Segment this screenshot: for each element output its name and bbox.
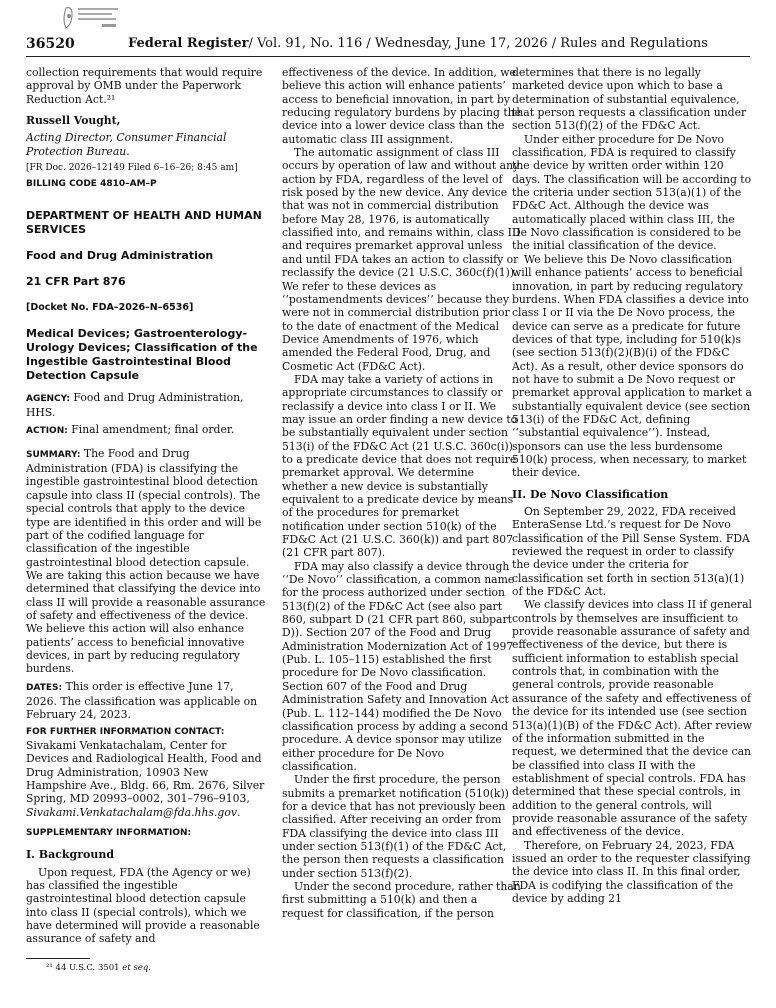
footnote-number: ²¹ bbox=[46, 962, 53, 973]
subagency-heading: Food and Drug Administration bbox=[26, 249, 214, 263]
col3-paragraph-3: We believe this De Novo classification will enhance patients’ access to beneficial innovation, in part by reducing regulatory burdens. When FDA classifies a device into class I or II via the De Novo process, the device can serve as a predicate for future devices of that type, including for 510(k)s (see section 513(f)(2)(B)(i) of the FD&C Act). As a result, other device sponsors do not have to submit a De Novo request or premarket approval application to market a substantially equivalent device (see section 513(i) of the FD&C Act, defining ‘‘substantial equivalence’’). Instead, sponsors can use the less burdensome 510(k) process, when necessary, to market their device. bbox=[512, 252, 752, 480]
header-rule bbox=[26, 56, 750, 57]
col3-paragraph-4: On September 29, 2022, FDA received EnteraSense Ltd.’s request for De Novo classification of the Pill Sense System. FDA reviewed the request in order to classify the device under the criteria for classification set forth in section 513(a)(1) of the FD&C Act. bbox=[512, 505, 750, 599]
col2-paragraph-3: FDA may take a variety of actions in appropriate circumstances to classify or reclassify a device into class I or II. We may issue an order finding a new device to be substantially equivalent under section 513(i) of the FD&C Act (21 U.S.C. 360c(i)) to a predicate device that does not require premarket approval. We determine whether a new device is substantially equivalent to a predicate device by means of the procedures for premarket notification under section 510(k) of the FD&C Act (21 U.S.C. 360(k)) and part 807 (21 CFR part 807). bbox=[282, 372, 518, 560]
column-3 bbox=[512, 66, 752, 1004]
running-header bbox=[26, 34, 750, 54]
contact-label: FOR FURTHER INFORMATION CONTACT: bbox=[26, 726, 225, 737]
agency-heading: DEPARTMENT OF HEALTH AND HUMAN SERVICES bbox=[26, 209, 262, 237]
supplementary-label: SUPPLEMENTARY INFORMATION: bbox=[26, 828, 192, 839]
action-label: ACTION: bbox=[26, 426, 68, 437]
col2-paragraph-1: effectiveness of the device. In addition, we believe this action will enhance patients’ access to beneficial innovation, in part by reducing regulatory burdens by placing the device into a lower device class than the automatic class III assignment. bbox=[282, 66, 522, 146]
col2-paragraph-6: Under the second procedure, rather than first submitting a 510(k) and then a request for classification, if the person bbox=[282, 879, 521, 920]
page-number: 36520 bbox=[26, 36, 75, 52]
action-line bbox=[26, 423, 266, 438]
summary-label: SUMMARY: bbox=[26, 449, 81, 460]
gpo-authentication-seal-icon bbox=[62, 4, 122, 32]
background-heading: I. Background bbox=[26, 848, 115, 862]
footnote-et-seq: et seq. bbox=[122, 962, 151, 973]
contact-end: . bbox=[236, 805, 241, 819]
agency-text: Food and Drug Administration, HHS. bbox=[26, 390, 244, 420]
dates-label: DATES: bbox=[26, 682, 63, 693]
agency-line bbox=[26, 391, 266, 420]
column-2 bbox=[282, 66, 522, 1004]
cfr-part: 21 CFR Part 876 bbox=[26, 275, 126, 289]
contact-text: Sivakami Venkatachalam, Center for Devices and Radiological Health, Food and Drug Administration, 10903 New Hampshire Ave., Bldg. 66, Rm. 2676, Silver Spring, MD 20993–0002, 301–796–9103, bbox=[26, 739, 265, 806]
section-2-heading: II. De Novo Classification bbox=[512, 487, 669, 501]
signer-name: Russell Vought, bbox=[26, 114, 121, 128]
summary-text: The Food and Drug Administration (FDA) is classifying the ingestible gastrointestinal blood detection capsule into class II (special controls). The special controls that apply to the device type are identified in this order and will be part of the codified language for classification of the ingestible gastrointestinal blood detection capsule. We are taking this action because we have determined that classifying the device into class II will provide a reasonable assurance of safety and effectiveness of the device. We believe this action will also enhance patients’ access to beneficial innovative devices, in part by reducing regulatory burdens. bbox=[26, 446, 266, 676]
agency-label: AGENCY: bbox=[26, 393, 70, 404]
footnote bbox=[26, 963, 266, 974]
col3-paragraph-5: We classify devices into class II if general controls by themselves are insufficient to provide reasonable assurance of safety and effectiveness of the device, but there is sufficient information to establish special controls that, in combination with the general controls, provide reasonable assurance of the safety and effectiveness of the device for its intended use (see section 513(a)(1)(B) of the FD&C Act). After review of the information submitted in the request, we determined that the device can be classified into class II with the establishment of special controls. FDA has determined that these special controls, in addition to the general controls, will provide reasonable assurance of the safety and effectiveness of the device. bbox=[512, 598, 752, 839]
col2-paragraph-4: FDA may also classify a device through ‘‘De Novo’’ classification, a common name for the process authorized under section 513(f)(2) of the FD&C Act (see also part 860, subpart D (21 CFR part 860, subpart D)). Section 207 of the Food and Drug Administration Modernization Act of 1997 (Pub. L. 105–115) established the first procedure for De Novo classification. Section 607 of the Food and Drug Administration Safety and Innovation Act (Pub. L. 112–144) modified the De Novo classification process by adding a second procedure. A device sponsor may utilize either procedure for De Novo classification. bbox=[282, 559, 515, 773]
footnote-text: 44 U.S.C. 3501 bbox=[52, 962, 123, 973]
signer-title: Acting Director, Consumer Financial Protection Bureau. bbox=[26, 131, 227, 158]
summary bbox=[26, 447, 266, 676]
dates-text: This order is effective June 17, 2026. The classification was applicable on February 24, 2023. bbox=[26, 679, 258, 722]
col3-paragraph-6: Therefore, on February 24, 2023, FDA issued an order to the requester classifying the device into class II. In this final order, FDA is codifying the classification of the device by adding 21 bbox=[512, 838, 751, 905]
docket-number: [Docket No. FDA–2026–N–6536] bbox=[26, 302, 194, 314]
col3-paragraph-1: determines that there is no legally marketed device upon which to base a determination of substantial equivalence, that person requests a classification under section 513(f)(2) of the FD&C Act. bbox=[512, 66, 747, 133]
column-1 bbox=[26, 66, 266, 1004]
col1-paragraph-1: collection requirements that would require approval by OMB under the Paperwork Reduction Act.²¹ bbox=[26, 66, 263, 106]
rule-title: Medical Devices; Gastroenterology-Urology Devices; Classification of the Ingestible Gastrointestinal Blood Detection Capsule bbox=[26, 326, 258, 382]
footnote-rule bbox=[26, 958, 90, 959]
fr-doc-line: [FR Doc. 2026–12149 Filed 6–16–26; 8:45 am] bbox=[26, 163, 238, 174]
col2-paragraph-2: The automatic assignment of class III occurs by operation of law and without any action by FDA, regardless of the level of risk posed by the new device. Any device that was not in commercial distribution before May 28, 1976, is automatically classified into, and remains within, class III and requires premarket approval unless and until FDA takes an action to classify or reclassify the device (21 U.S.C. 360c(f)(1)). We refer to these devices as ‘‘postamendments devices’’ because they were not in commercial distribution prior to the date of enactment of the Medical Device Amendments of 1976, which amended the Federal Food, Drug, and Cosmetic Act (FD&C Act). bbox=[282, 146, 521, 373]
col3-paragraph-2: Under either procedure for De Novo classification, FDA is required to classify the device by written order within 120 days. The classification will be according to the criteria under section 513(a)(1) of the FD&C Act. Although the device was automatically placed within class III, the De Novo classification is considered to be the initial classification of the device. bbox=[512, 132, 752, 253]
issue-info: / Vol. 91, No. 116 / Wednesday, June 17, 2026 / Rules and Regulations bbox=[248, 36, 708, 51]
journal-citation bbox=[128, 34, 708, 54]
dates bbox=[26, 680, 266, 722]
background-paragraph: Upon request, FDA (the Agency or we) has classified the ingestible gastrointestinal blood detection capsule into class II (special controls), which we have determined will provide a reasonable assurance of safety and bbox=[26, 865, 260, 946]
contact-info bbox=[26, 739, 266, 819]
billing-code: BILLING CODE 4810–AM–P bbox=[26, 179, 157, 190]
col2-paragraph-5: Under the first procedure, the person submits a premarket notification (510(k)) for a device that has not previously been classified. After receiving an order from FDA classifying the device into class III under section 513(f)(1) of the FD&C Act, the person then requests a classification under section 513(f)(2). bbox=[282, 773, 509, 880]
contact-email[interactable]: Sivakami.Venkatachalam@fda.hhs.gov bbox=[26, 805, 237, 819]
action-text: Final amendment; final order. bbox=[67, 423, 235, 437]
journal-name: Federal Register bbox=[128, 36, 249, 51]
